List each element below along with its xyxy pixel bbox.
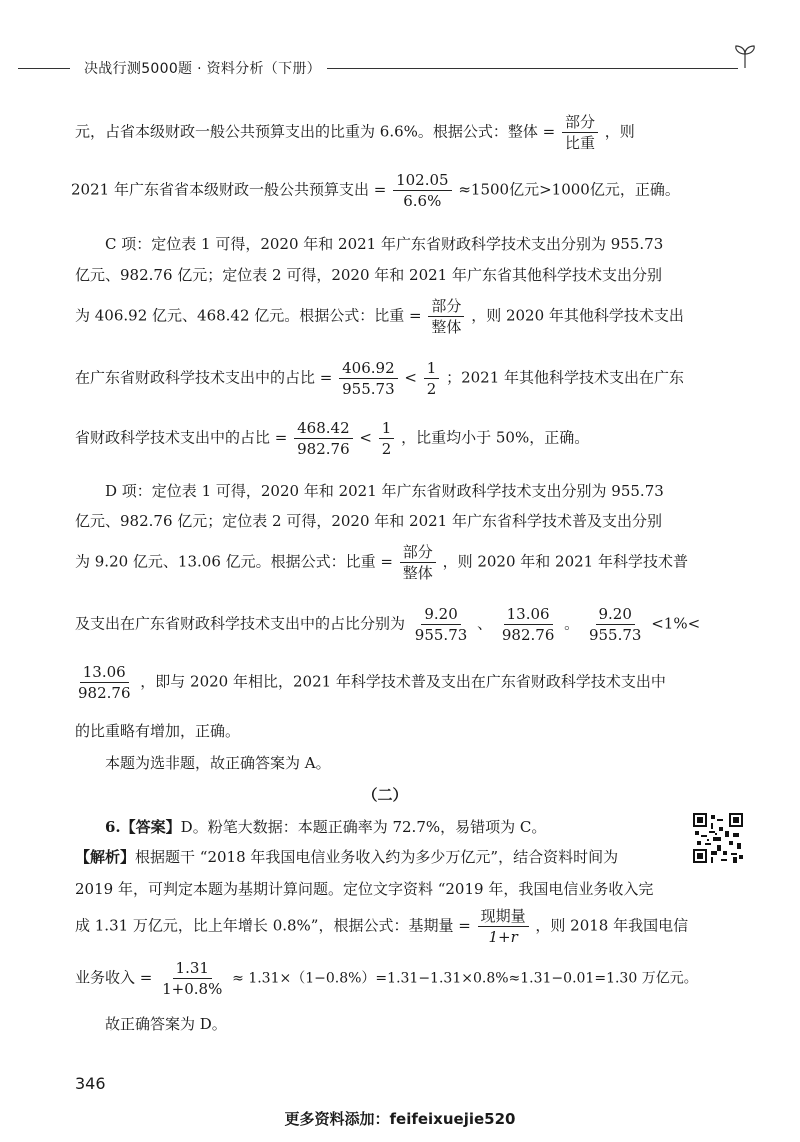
- header-rule-right: [318, 68, 738, 69]
- text-line: 业务收入 = $\frac{1.31}{1+0.8\%}$ ≈ 1.31×（1−0.8%）=1.31−1.31×0.8%≈1.31−0.01=1.30 万亿元。: [75, 959, 698, 998]
- text-line: 在广东省财政科学技术支出中的占比 = $\frac{406.92}{955.73}$ < $\frac{1}{2}$ ；2021 年其他科学技术支出在广东: [75, 359, 685, 398]
- text-line: 亿元、982.76 亿元；定位表 2 可得，2020 年和 2021 年广东省其他科学技术支出分别: [75, 266, 662, 284]
- footer-text: 更多资料添加：feifeixuejie520: [284, 1110, 516, 1128]
- fraction: 现期量 1+r: [478, 906, 529, 947]
- text-line: 2021 年广东省省本级财政一般公共预算支出 = $\frac{102.05}{6.6\%}$ ≈1500亿元>1000亿元，正确。: [71, 171, 680, 210]
- fraction: $\frac{102.05}{6.6\%}$: [393, 170, 452, 211]
- fraction: $\frac{468.42}{982.76}$: [294, 418, 353, 459]
- fraction: $\frac{9.20}{955.73}$: [414, 605, 468, 644]
- fraction: $\frac{13.06}{982.76}$: [78, 663, 131, 702]
- fraction: $\frac{13.06}{982.76}$: [501, 605, 555, 644]
- qr-code[interactable]: [693, 813, 743, 863]
- leaf-icon: [732, 44, 758, 70]
- fraction: 部分 整体: [428, 296, 464, 337]
- text-line: 本题为选非题，故正确答案为 A。: [105, 754, 331, 772]
- text-line: 成 1.31 万亿元，比上年增长 0.8%”，根据公式：基期量 = 现期量 1+r ，则 2018 年我国电信: [75, 907, 689, 946]
- analysis-line: 【解析】根据题干 “2018 年我国电信业务收入约为多少万亿元”，结合资料时间为: [75, 848, 619, 866]
- header-rule-left: [18, 68, 70, 69]
- text-line: C 项：定位表 1 可得，2020 年和 2021 年广东省财政科学技术支出分别为 955.73: [105, 235, 664, 253]
- text-line: 2019 年，可判定本题为基期计算问题。定位文字资料 “2019 年，我国电信业务收入完: [75, 880, 654, 898]
- running-header: [18, 56, 778, 82]
- text-line: 为 406.92 亿元、468.42 亿元。根据公式：比重 = 部分 整体 ，则 2020 年其他科学技术支出: [75, 297, 684, 336]
- text-line: 的比重略有增加，正确。: [75, 722, 241, 740]
- fraction: 部分 比重: [562, 112, 598, 153]
- fraction: $\frac{406.92}{955.73}$: [339, 358, 398, 399]
- fraction: $\frac{9.20}{955.73}$: [588, 605, 642, 644]
- text-line: 为 9.20 亿元、13.06 亿元。根据公式：比重 = 部分 整体 ，则 2020 年和 2021 年科学技术普: [75, 543, 688, 582]
- text-line: 元，占省本级财政一般公共预算支出的比重为 6.6%。根据公式：整体 = 部分 比重 ，则: [75, 113, 635, 152]
- fraction: $\frac{1.31}{1+0.8\%}$: [162, 959, 223, 998]
- text-line: $\frac{13.06}{982.76}$ ，即与 2020 年相比，2021 年科学技术普及支出在广东省财政科学技术支出中: [75, 662, 666, 703]
- text-line: 故正确答案为 D。: [105, 1015, 227, 1033]
- text-line: 及支出在广东省财政科学技术支出中的占比分别为 $\frac{9.20}{955.73}$ 、 $\frac{13.06}{982.76}$ 。 $\frac{9.20}{955.73}$ <1%<: [75, 605, 701, 644]
- fraction: $\frac{1}{2}$: [379, 418, 395, 459]
- text-line: D 项：定位表 1 可得，2020 年和 2021 年广东省财政科学技术支出分别为 955.73: [105, 482, 664, 500]
- page-number: 346: [75, 1074, 106, 1093]
- section-heading: （二）: [362, 786, 408, 804]
- header-title: 决战行测5000题 · 资料分析（下册）: [78, 58, 327, 78]
- text-line: 亿元、982.76 亿元；定位表 2 可得，2020 年和 2021 年广东省科学技术普及支出分别: [75, 512, 662, 530]
- fraction: 部分 整体: [400, 542, 436, 583]
- text-line: 省财政科学技术支出中的占比 = $\frac{468.42}{982.76}$ < $\frac{1}{2}$ ，比重均小于 50%，正确。: [75, 419, 590, 458]
- fraction: $\frac{1}{2}$: [424, 358, 440, 399]
- answer-line: 6.【答案】D。粉笔大数据：本题正确率为 72.7%，易错项为 C。: [105, 818, 547, 836]
